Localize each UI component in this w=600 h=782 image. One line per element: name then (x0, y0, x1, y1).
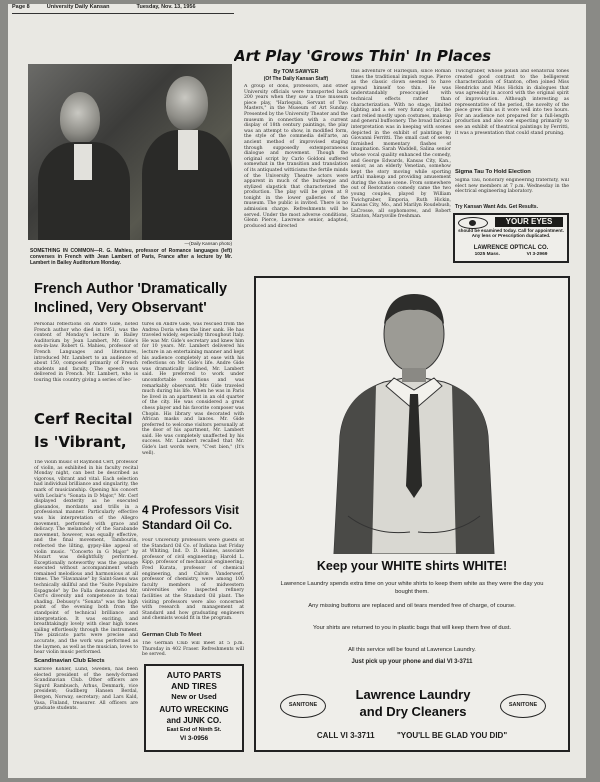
optical-ad-body: should be examined today. Call for appointment. Any lens or Prescription duplicated. (458, 228, 564, 239)
laundry-company-line-2: and Dry Cleaners (359, 704, 467, 719)
art-play-byline-sub: (Of The Daily Kansan Staff) (263, 76, 329, 82)
sanitone-badge-right (500, 694, 546, 718)
art-play-byline: By TOM SAWYER (273, 69, 319, 75)
scandinavian-title: Scandinavian Club Elects (34, 658, 105, 664)
professors-headline: 4 Professors Visit Standard Oil Co. (142, 505, 239, 532)
art-play-col-1: A group of dons, professors, and other University officials were transported back 200 years when they saw a true museum piece play, "Harlequin, Servant of Two Masters," in the Museum of Art Sunday. Presented by the University Theater and the museum in connection with a current display of 18th century paintings, the play was an attempt to show, in modified form, the style of the commedia dell'arte, an ancient method of improvised staging through supposedly extemporaneous dialogue and movement. Though the original script by Carlo Goldoni suffered somewhat in the transition and translation of its antiquated witticisms the fertile minds of the University Theatre actors were apparent in much of the burlesque and stylized slapstick that characterized the production. The play will be given at 8 tonight in the lower galleries of the museum. The public is invited. There is no admission charge. Refreshments will be served. Under the most adverse conditions, Glenn Pierce, Lawrence senior, adapted, produced and directed (244, 84, 348, 229)
laundry-headline: Keep your WHITE shirts WHITE! (316, 559, 508, 573)
optical-ad-company: LAWRENCE OPTICAL CO. (473, 245, 549, 251)
german-club-body: The German Club will meet at 5 p.m. Thursday in 402 Fraser. Refreshments will be served. (142, 641, 244, 658)
optical-ad-heading: YOUR EYES (495, 217, 563, 227)
page-number: Page 8 (12, 4, 30, 10)
eye-icon (458, 217, 488, 229)
art-play-headline: Art Play 'Grows Thin' In Places (234, 47, 492, 65)
laundry-call: CALL VI 3-3711 (316, 731, 375, 740)
auto-ad-line-6: East End of Ninth St. (166, 727, 222, 733)
laundry-paragraph-3: Your shirts are returned to you in plastic bags that will keep them free of dust. (313, 625, 511, 631)
scandinavian-body: Karlove Kohler, Lund, Sweden, has been elected president of the newly-formed Scandinavian Club. Other officers are Sigurd Rambusch, Arhus, Denmark, vice president; Gudlberg Hansen Berdal, Bergen, Norway, secretary; and Lars Kald, Vasa, Finland, treasurer. All officers are graduate students. (34, 667, 138, 712)
german-club-title: German Club To Meet (142, 632, 202, 638)
photo-caption: SOMETHING IN COMMON—R. G. Mahieu, professor of Romance languages (left) converses in French with Jean Lambert of Paris, France after a lecture by Mr. Lambert in Bailey Auditorium Monday. (30, 248, 232, 266)
art-play-col-2: this adventure of Harlequin, since Roman times the traditional impish rogue. Pierce as the classic clown seemed to have spread himself too thin. He was understandably preoccupied with technical effects rather than characterization. With no stage, limited lighting and a set very funny script, the cast relied mostly upon costumes, makeup and general buffoonery. The broad farcical interpretation was in keeping with scenes depicted in the exhibit of paintings by Giovanni Ferritti. The small cast of seven furnished momentary flashes of imagination. Sarah Waddell, Salina senior whose vocal quality enhanced the comedy, and George Edwards, Kansas City, Kan., senior, as an elderly Venetian, somehow kept the story moving while sporting artful makeup and providing amusement during the chase scene. From somewhere out of Restoration comedy came the two young couples, played by William Twichgraber, Emporia, Ruth Hickin, Kansas City, Mo., and Marilyn Roudebush, LaCrosse, all sophomores, and Robert Stanton, Marysville freshman. (351, 69, 451, 220)
sanitone-badge-left-label: SANITONE (288, 702, 318, 708)
auto-ad-line-7: VI 3-0956 (179, 735, 209, 742)
page-header (12, 4, 232, 12)
news-photo (28, 64, 232, 240)
newspaper-page (8, 4, 586, 778)
french-author-col-1: Personal reflections on Andre Gide, noted French author who died in 1951, was the content of Monday's lecture in Bailey Auditorium by Jean Lambert, Mr. Gide's son-in-law. Robert G. Mahieu, professor of French Languages and literatures, introduced Mr. Lambert to an audience of about 150, composed primarily of French students and faculty. The speech was delivered in French. Mr. Lambert, who is touring this country giving a series of lec- (34, 322, 138, 383)
cerf-body: The violin music of Raymond Cerf, professor of violin, as exhibited in his faculty recital Monday night, can best be described as vigorous, vibrant and vital. Each selection had individual brilliance and singularity, the mark of musicianship. Opening his concert with Leclair's "Sonata in D Major," Mr. Cerf displayed dexterity as he executed glissandos, mordants and trills in a professional manner. Particularly effective was his interpretation of the Allegro movement, performed with grace and delicacy. The melancholy of the Sarabande movement, however, was equally effective, and the final movement, Tambourin, reflected the lilting, gypsy-like appeal of violin music. "Concerto in G Major" by Mozart was delightfully performed. Exceptionally noteworthy was the passage executed without accompaniment which remained melodious and harmonious at all times. The "Havanaise" by Saint-Saens was technically skillful and the "Suite Populaire Espagnole" by De Falla demonstrated Mr. Cerf's diversity and competence in tonal shading. Debussy's "Sonata" was the high point of the evening both from the standpoint of technical brilliance and interpretation. It was exciting, and breathtakingly lovely with clear high tones sailing effortlessly through the instrument. The pizzicato parts were precise and accurate, and the work was performed as the laymen, as well as the musician, loves to hear violin music performed. (34, 460, 138, 656)
laundry-footer (266, 730, 558, 741)
auto-ad-line-4: AUTO WRECKING (159, 705, 229, 714)
auto-ad-line-1: AUTO PARTS (166, 670, 222, 680)
auto-ad-line-3: New or Used (171, 692, 217, 701)
optical-ad-phone: VI 3-2969 (526, 252, 548, 257)
art-play-col-3: Twichgraber, whose polish and senatorial tones created good contrast to the belligerent characterization of Stanton, often joined Miss Hendricks and Miss Hickin in dialogues that was agreeably in accord with the original spirit of improvisation. Although interesting as representative of the period, the novelty of the piece grew thin as it wore well into two hours. For an audience not prepared for a full-length production and also one expecting primarily to see an exhibit of theatrical paintings by Ferritti, it was a presentation that could stand pruning. (455, 69, 569, 136)
man-illustration (314, 286, 514, 554)
header-rule (12, 13, 234, 14)
optical-ad-address: 1025 Mass. (474, 252, 500, 257)
auto-ad-line-5: and JUNK CO. (166, 716, 222, 725)
laundry-ad (254, 276, 570, 752)
sigma-tau-body: Sigma Tau, honorary engineering fraternity, will elect new members at 7 p.m. Wednesday in the electrical engineering laboratory. (455, 178, 569, 195)
auto-ad-line-2: AND TIRES (171, 681, 217, 691)
french-author-col-2: tures on Andre Gide, was rescued from the Andrea Doria when the liner sank. He has traveled widely, especially throughout Italy. He was Mr. Gide's secretary and knew him for 10 years. Mr. Lambert delivered his lecture in an entertaining manner and kept his audience completely at ease with his reflections on Mr. Gide's life. Andre Gide was dramatically inclined, Mr. Lambert said. He preferred to work under uncomfortable conditions and was remarkably observant. Mr. Gide traveled much during his life. When he was in Paris he lived in an apartment in an old quarter of the city. He was considered a great chess player and his favorite composer was Chopin. His library was decorated with African masks and lances. Mr. Gide preferred to welcome visitors personally at the door of his apartment, Mr. Lambert said. He was completely unaffected by his success. Mr. Lambert recalled that Mr. Gide's last words were, "C'est bien," (It's well). (142, 322, 244, 456)
professors-body: Four University professors were guests of the Standard Oil Co. of Indiana last Friday at Whiting, Ind. D. D. Haines, associate professor of civil engineering; Harold L. Kipp, professor of mechanical engineering; Fred Kurata, professor of chemical engineering, and Calvin Vanderwerf, professor of chemistry, were among 100 faculty members of midwestern universities who inspected refinery facilities at the Standard Oil plant. The visiting professors were also concerned with research and management at Standard and how graduating engineers and chemists would fit in the program. (142, 538, 244, 622)
auto-wrecking-ad (144, 664, 244, 752)
laundry-company-line-1: Lawrence Laundry (355, 687, 471, 702)
laundry-paragraph-2: Any missing buttons are replaced and oil tears mended free of charge, of course. (308, 603, 516, 609)
paper-name: University Daily Kansan (46, 4, 110, 10)
cerf-headline: Cerf Recital Is 'Vibrant, (34, 410, 133, 451)
laundry-slogan: "YOU'LL BE GLAD YOU DID" (397, 731, 508, 740)
sigma-tau-title: Sigma Tau To Hold Election (455, 169, 531, 175)
laundry-paragraph-4: All this service will be found at Lawrence Laundry. (348, 647, 476, 653)
sanitone-badge-left (280, 694, 326, 718)
issue-date: Tuesday, Nov. 13, 1956 (136, 4, 196, 10)
photo-credit: —(Daily Kansan photo) (184, 241, 232, 246)
sanitone-badge-right-label: SANITONE (508, 702, 538, 708)
want-ads-line: Try Kansan Want Ads. Get Results. (455, 204, 538, 210)
laundry-paragraph-1: Lawrence Laundry spends extra time on your white shirts to keep them white as they were the day you bought them. (280, 581, 544, 595)
laundry-paragraph-5: Just pick up your phone and dial VI 3-3711 (351, 659, 473, 665)
french-author-headline: French Author 'Dramatically Inclined, Very Observant' (34, 281, 228, 316)
